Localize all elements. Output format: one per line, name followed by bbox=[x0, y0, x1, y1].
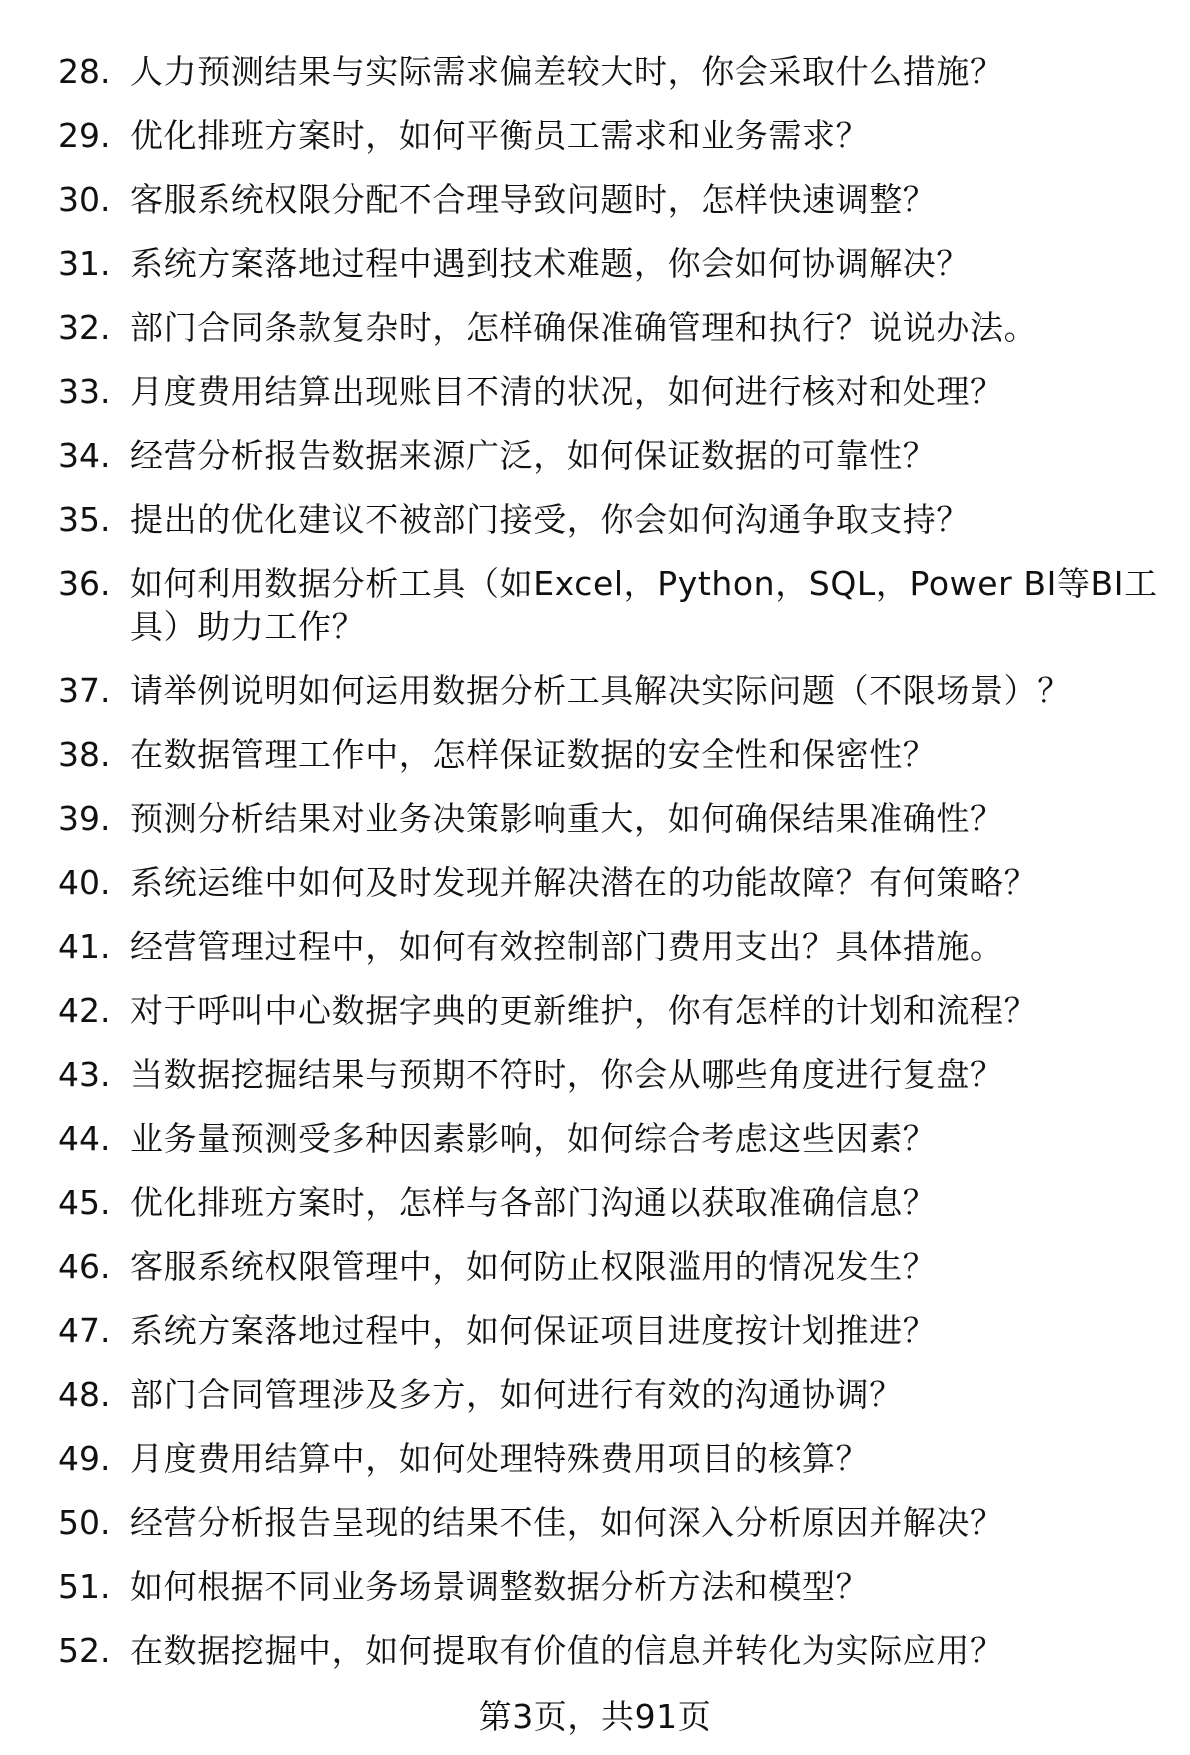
question-item bbox=[0, 50, 1190, 93]
question-number: 36. bbox=[58, 564, 111, 603]
question-text: 经营分析报告数据来源广泛，如何保证数据的可靠性？ bbox=[130, 436, 937, 475]
question-number: 33. bbox=[58, 372, 111, 411]
question-text: 系统方案落地过程中遇到技术难题，你会如何协调解决？ bbox=[130, 244, 970, 283]
question-text: 优化排班方案时，怎样与各部门沟通以获取准确信息？ bbox=[130, 1183, 937, 1222]
question-number: 42. bbox=[58, 991, 111, 1030]
question-number: 43. bbox=[58, 1055, 111, 1094]
question-item bbox=[0, 1437, 1190, 1480]
question-item bbox=[0, 242, 1190, 285]
question-text: 对于呼叫中心数据字典的更新维护，你有怎样的计划和流程？ bbox=[130, 991, 1038, 1030]
question-number: 28. bbox=[58, 52, 111, 91]
question-text: 人力预测结果与实际需求偏差较大时，你会采取什么措施？ bbox=[130, 52, 1004, 91]
question-text: 如何利用数据分析工具（如Excel，Python，SQL，Power BI等BI工具）助力工作？ bbox=[130, 564, 1158, 646]
question-number: 37. bbox=[58, 671, 111, 710]
question-number: 30. bbox=[58, 180, 111, 219]
question-number: 44. bbox=[58, 1119, 111, 1158]
question-text: 经营分析报告呈现的结果不佳，如何深入分析原因并解决？ bbox=[130, 1503, 1004, 1542]
question-text: 部门合同管理涉及多方，如何进行有效的沟通协调？ bbox=[130, 1375, 903, 1414]
question-text: 当数据挖掘结果与预期不符时，你会从哪些角度进行复盘？ bbox=[130, 1055, 1004, 1094]
question-number: 45. bbox=[58, 1183, 111, 1222]
question-text: 部门合同条款复杂时，怎样确保准确管理和执行？说说办法。 bbox=[130, 308, 1038, 347]
question-text: 优化排班方案时，如何平衡员工需求和业务需求？ bbox=[130, 116, 870, 155]
question-text: 系统方案落地过程中，如何保证项目进度按计划推进？ bbox=[130, 1311, 937, 1350]
question-item bbox=[0, 1565, 1190, 1608]
question-number: 39. bbox=[58, 799, 111, 838]
question-text: 系统运维中如何及时发现并解决潜在的功能故障？有何策略？ bbox=[130, 863, 1038, 902]
question-item bbox=[0, 1181, 1190, 1224]
question-number: 41. bbox=[58, 927, 111, 966]
question-text: 月度费用结算中，如何处理特殊费用项目的核算？ bbox=[130, 1439, 870, 1478]
question-item bbox=[0, 562, 1190, 648]
question-text: 客服系统权限分配不合理导致问题时，怎样快速调整？ bbox=[130, 180, 937, 219]
question-item bbox=[0, 1629, 1190, 1672]
question-text: 月度费用结算出现账目不清的状况，如何进行核对和处理？ bbox=[130, 372, 1004, 411]
question-text: 如何根据不同业务场景调整数据分析方法和模型？ bbox=[130, 1567, 870, 1606]
question-item bbox=[0, 989, 1190, 1032]
question-item bbox=[0, 370, 1190, 413]
question-number: 31. bbox=[58, 244, 111, 283]
question-list bbox=[0, 50, 1190, 1693]
question-text: 提出的优化建议不被部门接受，你会如何沟通争取支持？ bbox=[130, 500, 970, 539]
question-number: 51. bbox=[58, 1567, 111, 1606]
question-number: 35. bbox=[58, 500, 111, 539]
question-number: 50. bbox=[58, 1503, 111, 1542]
question-text: 在数据管理工作中，怎样保证数据的安全性和保密性？ bbox=[130, 735, 937, 774]
question-item bbox=[0, 498, 1190, 541]
question-item bbox=[0, 114, 1190, 157]
question-text: 在数据挖掘中，如何提取有价值的信息并转化为实际应用？ bbox=[130, 1631, 1004, 1670]
question-item bbox=[0, 861, 1190, 904]
question-number: 29. bbox=[58, 116, 111, 155]
question-number: 47. bbox=[58, 1311, 111, 1350]
question-item bbox=[0, 1053, 1190, 1096]
question-item bbox=[0, 1501, 1190, 1544]
question-item bbox=[0, 797, 1190, 840]
question-item bbox=[0, 925, 1190, 968]
question-text: 客服系统权限管理中，如何防止权限滥用的情况发生？ bbox=[130, 1247, 937, 1286]
page-number-footer: 第3页，共91页 bbox=[478, 1697, 712, 1736]
question-item bbox=[0, 669, 1190, 712]
question-text: 业务量预测受多种因素影响，如何综合考虑这些因素？ bbox=[130, 1119, 937, 1158]
question-number: 52. bbox=[58, 1631, 111, 1670]
question-number: 32. bbox=[58, 308, 111, 347]
question-item bbox=[0, 1117, 1190, 1160]
question-item bbox=[0, 1309, 1190, 1352]
question-number: 46. bbox=[58, 1247, 111, 1286]
question-text: 请举例说明如何运用数据分析工具解决实际问题（不限场景）？ bbox=[130, 671, 1071, 710]
question-item bbox=[0, 178, 1190, 221]
question-item bbox=[0, 1373, 1190, 1416]
question-number: 38. bbox=[58, 735, 111, 774]
question-number: 49. bbox=[58, 1439, 111, 1478]
question-text: 预测分析结果对业务决策影响重大，如何确保结果准确性？ bbox=[130, 799, 1004, 838]
question-item bbox=[0, 306, 1190, 349]
question-item bbox=[0, 434, 1190, 477]
question-number: 48. bbox=[58, 1375, 111, 1414]
question-item bbox=[0, 1245, 1190, 1288]
question-number: 34. bbox=[58, 436, 111, 475]
question-item bbox=[0, 733, 1190, 776]
question-text: 经营管理过程中，如何有效控制部门费用支出？具体措施。 bbox=[130, 927, 1004, 966]
question-number: 40. bbox=[58, 863, 111, 902]
